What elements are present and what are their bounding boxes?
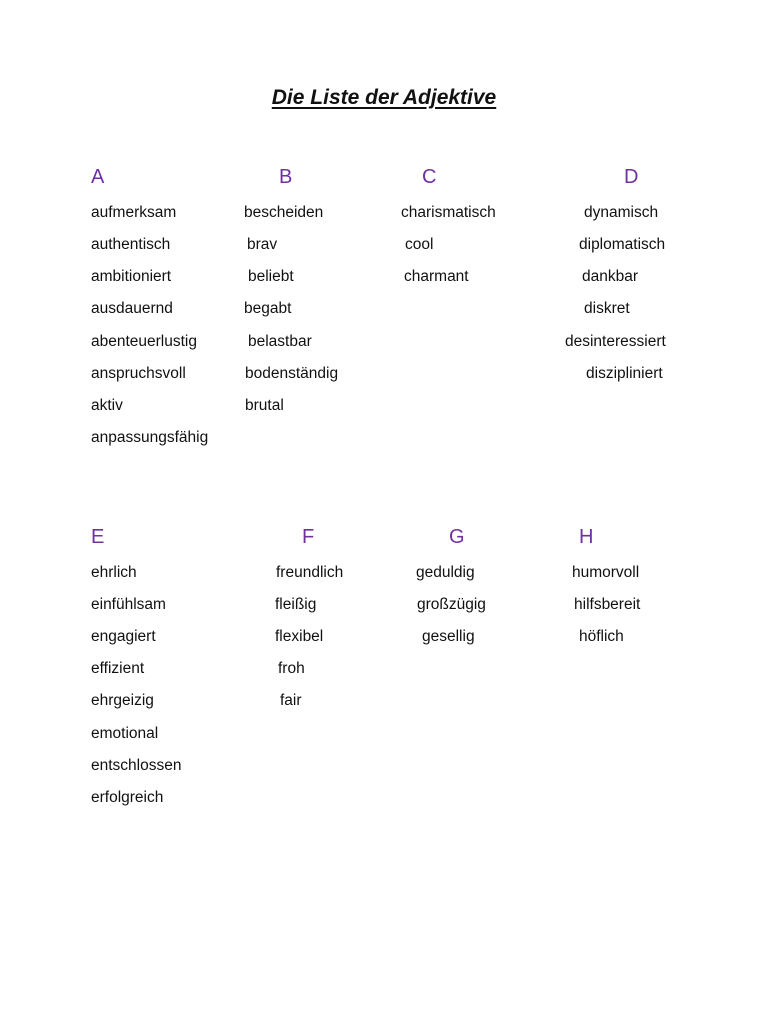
letter-heading-h: H [579, 526, 594, 548]
word-d-4: diskret [584, 300, 630, 317]
word-e-1: ehrlich [91, 564, 137, 581]
word-g-2: großzügig [417, 596, 486, 613]
word-d-5: desinteressiert [565, 333, 666, 350]
word-b-5: belastbar [248, 333, 312, 350]
word-a-2: authentisch [91, 236, 171, 253]
letter-heading-d: D [624, 166, 639, 188]
word-f-2: fleißig [275, 596, 317, 613]
word-d-1: dynamisch [584, 204, 659, 221]
word-b-1: bescheiden [244, 204, 324, 221]
word-b-7: brutal [245, 397, 284, 414]
document-title-text: Die Liste der Adjektive [271, 86, 497, 109]
letter-heading-g: G [449, 526, 465, 548]
word-e-6: emotional [91, 725, 159, 742]
word-e-7: entschlossen [91, 757, 182, 774]
word-e-4: effizient [91, 660, 145, 677]
word-a-4: ausdauernd [91, 300, 173, 317]
word-a-5: abenteuerlustig [91, 333, 197, 350]
word-d-6: diszipliniert [586, 365, 663, 382]
word-b-6: bodenständig [245, 365, 339, 382]
word-f-1: freundlich [276, 564, 344, 581]
word-h-2: hilfsbereit [574, 596, 641, 613]
letter-heading-e: E [91, 526, 105, 548]
word-d-3: dankbar [582, 268, 639, 285]
word-g-3: gesellig [422, 628, 475, 645]
letter-heading-f: F [302, 526, 315, 548]
letter-heading-b: B [279, 166, 293, 188]
word-d-2: diplomatisch [579, 236, 666, 253]
document-title [0, 86, 768, 110]
letter-heading-c: C [422, 166, 437, 188]
word-a-3: ambitioniert [91, 268, 172, 285]
word-c-3: charmant [404, 268, 469, 285]
word-b-4: begabt [244, 300, 292, 317]
word-a-7: aktiv [91, 397, 123, 414]
word-f-4: froh [278, 660, 305, 677]
word-h-1: humorvoll [572, 564, 640, 581]
word-a-6: anspruchsvoll [91, 365, 186, 382]
word-h-3: höflich [579, 628, 624, 645]
letter-heading-a: A [91, 166, 105, 188]
word-f-5: fair [280, 692, 302, 709]
word-a-1: aufmerksam [91, 204, 177, 221]
word-a-8: anpassungsfähig [91, 429, 209, 446]
word-c-1: charismatisch [401, 204, 496, 221]
word-c-2: cool [405, 236, 434, 253]
word-f-3: flexibel [275, 628, 324, 645]
word-e-3: engagiert [91, 628, 156, 645]
word-g-1: geduldig [416, 564, 475, 581]
word-e-8: erfolgreich [91, 789, 164, 806]
word-b-2: brav [247, 236, 278, 253]
word-b-3: beliebt [248, 268, 294, 285]
word-e-5: ehrgeizig [91, 692, 154, 709]
word-e-2: einfühlsam [91, 596, 166, 613]
